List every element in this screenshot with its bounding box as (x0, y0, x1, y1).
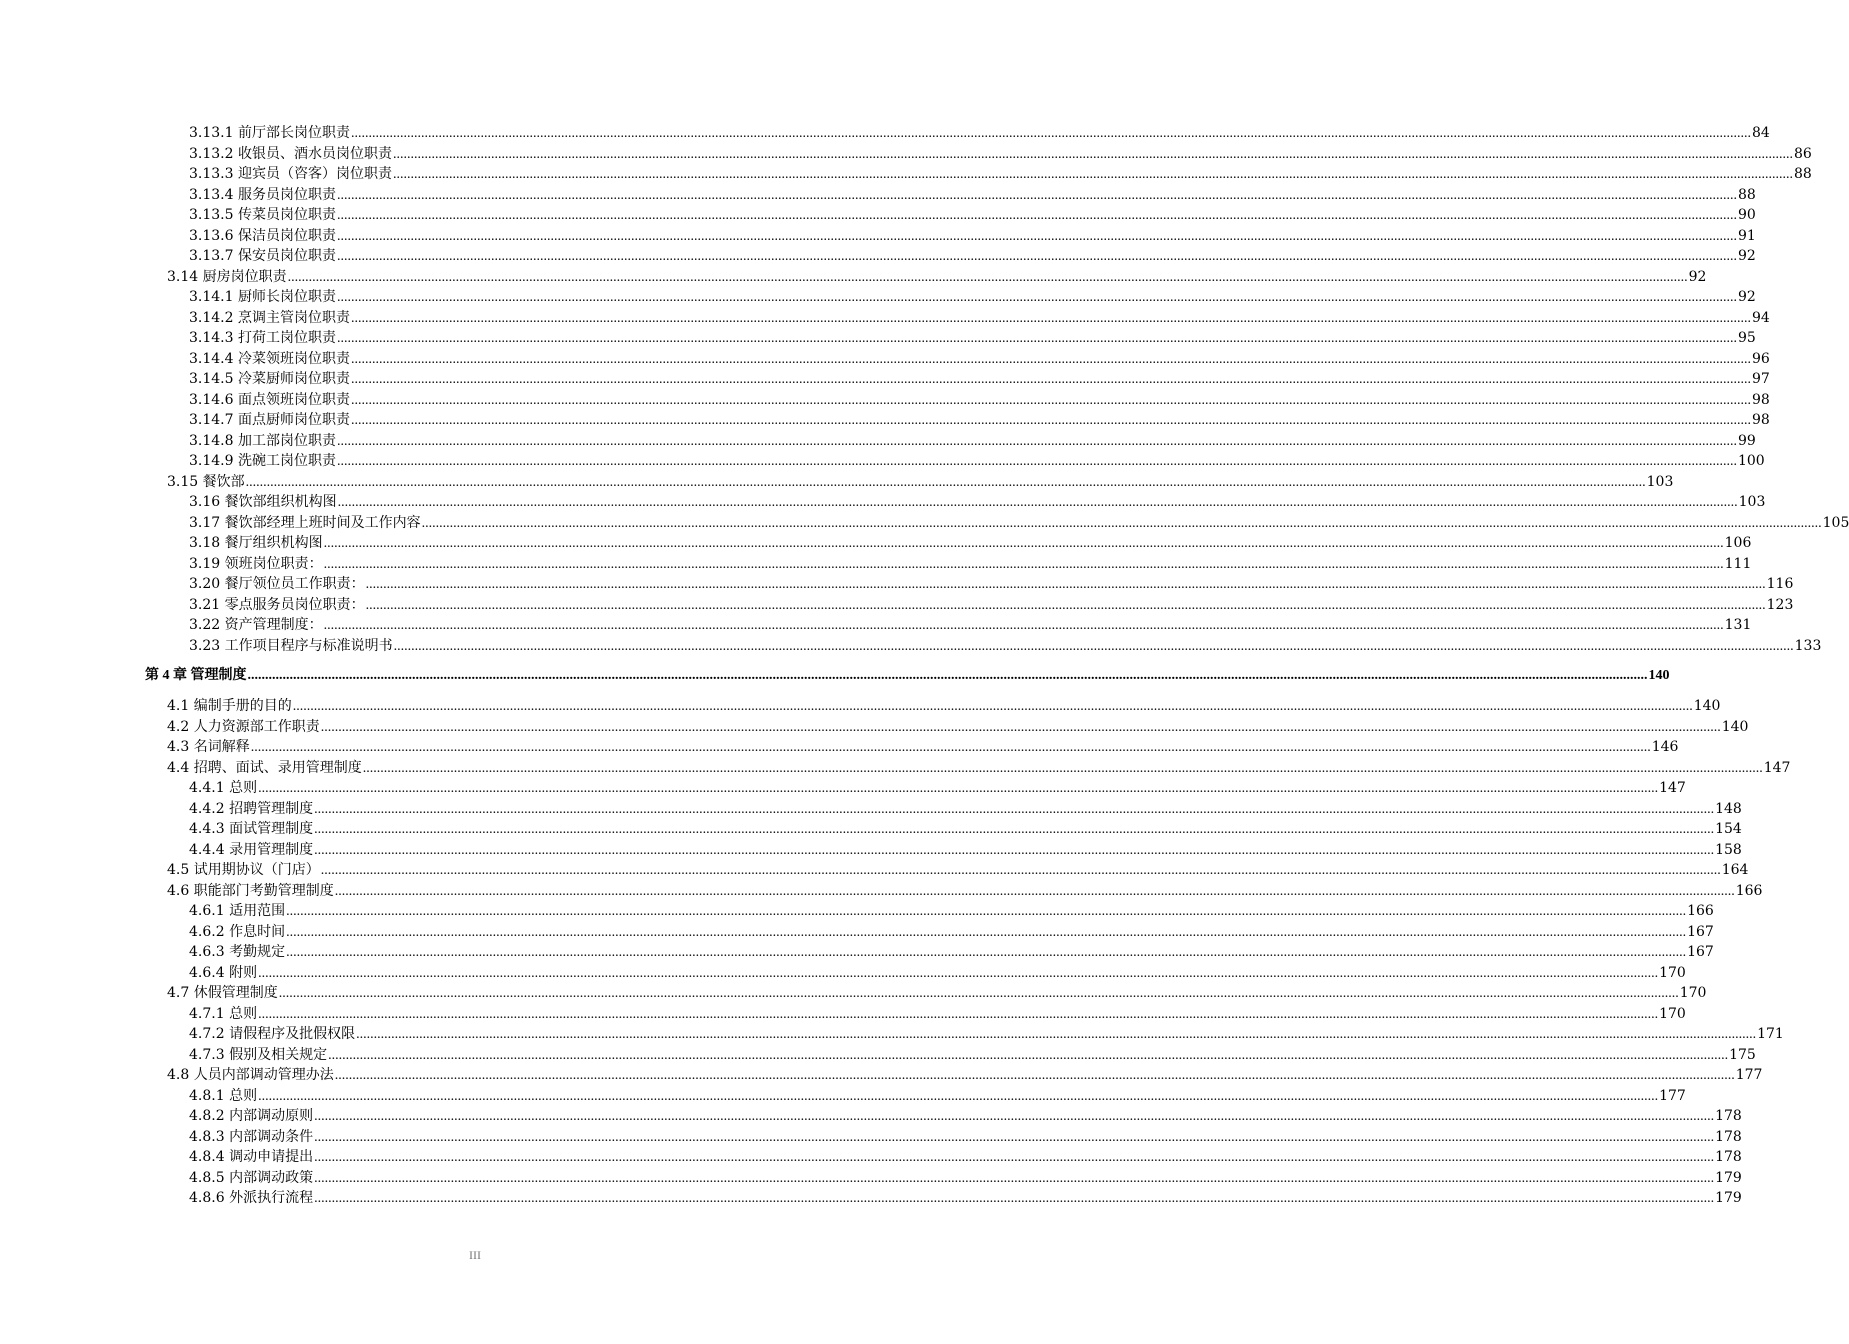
toc-leader-dots: ................................................................................................................................................................................................................................................................................................................................................................................................................ (286, 904, 1687, 919)
toc-entry[interactable] (189, 1188, 1742, 1209)
toc-entry-label: 4.8.3 内部调动条件 (189, 1128, 314, 1145)
toc-entry-label: 3.14.9 洗碗工岗位职责 (189, 453, 336, 469)
toc-leader-dots: ................................................................................................................................................................................................................................................................................................................................................................................................................ (392, 167, 1793, 182)
toc-entry-page: 177 (1659, 1087, 1686, 1104)
toc-entry-label: 3.14 厨房岗位职责 (167, 268, 287, 285)
toc-leader-dots: ................................................................................................................................................................................................................................................................................................................................................................................................................ (314, 1170, 1715, 1186)
toc-entry-page: 164 (1721, 862, 1749, 878)
toc-entry[interactable] (189, 205, 1756, 226)
toc-entry-label: 4.4.3 面试管理制度 (189, 821, 314, 837)
toc-entry[interactable] (189, 942, 1714, 963)
toc-entry-label: 3.13.1 前厅部长岗位职责 (189, 125, 350, 141)
toc-entry-page: 171 (1757, 1026, 1784, 1042)
toc-entry-page: 146 (1651, 739, 1679, 755)
toc-entry-page: 92 (1737, 289, 1756, 305)
toc-entry-page: 148 (1715, 800, 1742, 817)
toc-entry-label: 4.8 人员内部调动管理办法 (167, 1067, 334, 1083)
toc-entry-page: 166 (1735, 882, 1763, 899)
toc-leader-dots: ................................................................................................................................................................................................................................................................................................................................................................................................................ (250, 740, 1651, 755)
toc-entry[interactable] (189, 574, 1794, 595)
toc-entry[interactable] (167, 717, 1749, 738)
toc-entry-label: 4.8.6 外派执行流程 (189, 1190, 314, 1206)
toc-entry-page: 178 (1715, 1128, 1742, 1145)
toc-entry-label: 3.18 餐厅组织机构图 (189, 535, 323, 551)
toc-entry-page: 88 (1793, 166, 1812, 182)
toc-entry[interactable] (189, 1147, 1742, 1168)
toc-entry-page: 98 (1751, 412, 1770, 428)
toc-leader-dots: ................................................................................................................................................................................................................................................................................................................................................................................................................ (350, 351, 1751, 367)
toc-leader-dots: ................................................................................................................................................................................................................................................................................................................................................................................................................ (362, 760, 1763, 776)
toc-leader-dots: ................................................................................................................................................................................................................................................................................................................................................................................................................ (320, 719, 1721, 735)
toc-entry-label: 3.16 餐饮部组织机构图 (189, 494, 337, 510)
toc-entry[interactable] (189, 185, 1756, 206)
toc-entry-page: 103 (1738, 494, 1766, 510)
toc-entry-page: 111 (1724, 555, 1752, 572)
toc-leader-dots: ................................................................................................................................................................................................................................................................................................................................................................................................................ (314, 1191, 1715, 1206)
toc-leader-dots: ................................................................................................................................................................................................................................................................................................................................................................................................................ (334, 883, 1735, 899)
toc-entry-label: 3.13.3 迎宾员（咨客）岗位职责 (189, 166, 392, 182)
toc-entry-label: 3.14.8 加工部岗位职责 (189, 432, 336, 449)
toc-entry-label: 4.5 试用期协议（门店） (167, 862, 320, 878)
toc-entry-label: 3.20 餐厅领位员工作职责： (189, 576, 365, 592)
toc-entry[interactable] (189, 369, 1770, 390)
toc-leader-dots: ................................................................................................................................................................................................................................................................................................................................................................................................................ (336, 433, 1737, 449)
toc-leader-dots: ................................................................................................................................................................................................................................................................................................................................................................................................................ (314, 1150, 1715, 1165)
toc-leader-dots: ................................................................................................................................................................................................................................................................................................................................................................................................................ (336, 331, 1737, 346)
toc-entry-page: 86 (1793, 145, 1812, 162)
toc-leader-dots: ................................................................................................................................................................................................................................................................................................................................................................................................................ (336, 208, 1737, 223)
toc-entry-page: 167 (1687, 944, 1714, 960)
toc-entry-label: 3.22 资产管理制度： (189, 617, 323, 633)
toc-entry[interactable] (189, 308, 1770, 329)
toc-entry[interactable] (189, 328, 1756, 349)
toc-entry[interactable] (167, 1065, 1763, 1086)
toc-entry[interactable] (189, 1168, 1742, 1189)
toc-entry-label: 3.13.7 保安员岗位职责 (189, 248, 336, 264)
toc-entry-label: 4.8.5 内部调动政策 (189, 1169, 314, 1186)
toc-leader-dots: ................................................................................................................................................................................................................................................................................................................................................................................................................ (350, 392, 1751, 408)
toc-entry-label: 4.8.1 总则 (189, 1087, 258, 1104)
toc-entry-page: 140 (1693, 698, 1721, 714)
toc-entry-label: 4.3 名词解释 (167, 739, 250, 755)
toc-leader-dots: ................................................................................................................................................................................................................................................................................................................................................................................................................ (336, 187, 1737, 203)
toc-entry[interactable] (167, 860, 1749, 881)
toc-leader-dots: ................................................................................................................................................................................................................................................................................................................................................................................................................ (314, 822, 1715, 837)
toc-entry-label: 3.13.6 保洁员岗位职责 (189, 227, 336, 244)
toc-entry-page: 92 (1737, 248, 1756, 264)
toc-entry-label: 3.13.4 服务员岗位职责 (189, 186, 336, 203)
toc-entry-page: 95 (1737, 330, 1756, 346)
toc-leader-dots: ................................................................................................................................................................................................................................................................................................................................................................................................................ (258, 781, 1659, 796)
toc-entry-page: 179 (1715, 1169, 1742, 1186)
toc-entry[interactable] (189, 1024, 1784, 1045)
toc-entry-label: 3.14.6 面点领班岗位职责 (189, 391, 350, 408)
toc-entry[interactable] (189, 410, 1770, 431)
toc-entry[interactable] (189, 963, 1686, 984)
toc-entry-label: 3.23 工作项目程序与标准说明书 (189, 637, 393, 654)
toc-leader-dots: ................................................................................................................................................................................................................................................................................................................................................................................................................ (421, 515, 1822, 531)
toc-entry-label: 3.14.1 厨师长岗位职责 (189, 289, 336, 305)
toc-leader-dots: ................................................................................................................................................................................................................................................................................................................................................................................................................ (350, 372, 1751, 387)
toc-entry-page: 91 (1737, 227, 1756, 244)
toc-entry[interactable] (189, 922, 1714, 943)
toc-entry-label: 4.1 编制手册的目的 (167, 698, 292, 714)
toc-leader-dots: ................................................................................................................................................................................................................................................................................................................................................................................................................ (336, 454, 1737, 469)
toc-leader-dots: ................................................................................................................................................................................................................................................................................................................................................................................................................ (336, 290, 1737, 305)
toc-entry[interactable] (189, 451, 1765, 472)
toc-entry[interactable] (189, 246, 1756, 267)
toc-entry-label: 4.6.4 附则 (189, 964, 258, 981)
toc-leader-dots: ................................................................................................................................................................................................................................................................................................................................................................................................................ (247, 668, 1648, 683)
toc-leader-dots: ................................................................................................................................................................................................................................................................................................................................................................................................................ (334, 1068, 1735, 1083)
toc-entry-page: 96 (1751, 350, 1770, 367)
toc-entry-page: 98 (1751, 391, 1770, 408)
toc-entry[interactable] (189, 1127, 1742, 1148)
toc-entry[interactable] (189, 615, 1752, 636)
toc-leader-dots: ................................................................................................................................................................................................................................................................................................................................................................................................................ (286, 924, 1687, 940)
toc-entry-page: 106 (1724, 535, 1752, 551)
toc-entry-label: 4.6.3 考勤规定 (189, 944, 286, 960)
toc-entry[interactable] (167, 696, 1721, 717)
toc-entry[interactable] (167, 758, 1791, 779)
toc-leader-dots: ................................................................................................................................................................................................................................................................................................................................................................................................................ (245, 474, 1646, 490)
toc-entry-page: 131 (1724, 617, 1752, 633)
toc-entry-label: 4.7 休假管理制度 (167, 985, 278, 1001)
toc-entry-page: 177 (1735, 1067, 1763, 1083)
toc-entry-page: 99 (1737, 432, 1756, 449)
toc-entry[interactable] (167, 881, 1763, 902)
toc-leader-dots: ................................................................................................................................................................................................................................................................................................................................................................................................................ (314, 842, 1715, 858)
toc-entry-page: 100 (1737, 453, 1765, 469)
toc-entry[interactable] (189, 513, 1849, 534)
toc-entry[interactable] (189, 1106, 1742, 1127)
toc-entry-label: 4.4.4 录用管理制度 (189, 841, 314, 858)
toc-leader-dots: ................................................................................................................................................................................................................................................................................................................................................................................................................ (336, 228, 1737, 244)
toc-leader-dots: ................................................................................................................................................................................................................................................................................................................................................................................................................ (356, 1027, 1757, 1042)
toc-entry[interactable] (189, 287, 1756, 308)
toc-entry[interactable] (189, 1004, 1686, 1025)
toc-entry-page: 90 (1737, 207, 1756, 223)
toc-entry-label: 4.7.3 假别及相关规定 (189, 1046, 328, 1063)
toc-entry-page: 170 (1679, 985, 1707, 1001)
toc-entry-page: 147 (1763, 759, 1791, 776)
toc-entry[interactable] (189, 554, 1752, 575)
toc-entry-label: 3.14.7 面点厨师岗位职责 (189, 412, 350, 428)
toc-entry[interactable] (189, 390, 1770, 411)
toc-leader-dots: ................................................................................................................................................................................................................................................................................................................................................................................................................ (323, 618, 1724, 633)
toc-entry-page: 97 (1751, 371, 1770, 387)
toc-entry-page: 167 (1687, 923, 1714, 940)
toc-entry[interactable] (189, 636, 1822, 657)
toc-entry-page: 140 (1721, 718, 1749, 735)
toc-entry-label: 4.6.1 适用范围 (189, 903, 286, 919)
toc-entry[interactable] (189, 799, 1742, 820)
toc-entry-page: 154 (1715, 821, 1742, 837)
toc-entry-page: 105 (1822, 514, 1849, 531)
toc-leader-dots: ................................................................................................................................................................................................................................................................................................................................................................................................................ (314, 801, 1715, 817)
toc-entry-label: 4.8.4 调动申请提出 (189, 1149, 314, 1165)
toc-entry[interactable] (189, 492, 1766, 513)
toc-leader-dots: ................................................................................................................................................................................................................................................................................................................................................................................................................ (328, 1047, 1729, 1063)
toc-entry-page: 140 (1648, 668, 1670, 683)
toc-leader-dots: ................................................................................................................................................................................................................................................................................................................................................................................................................ (323, 556, 1724, 572)
toc-leader-dots: ................................................................................................................................................................................................................................................................................................................................................................................................................ (350, 413, 1751, 428)
toc-entry-page: 178 (1715, 1149, 1742, 1165)
toc-entry[interactable] (189, 123, 1770, 144)
toc-entry[interactable] (189, 840, 1742, 861)
toc-entry-label: 4.4.2 招聘管理制度 (189, 800, 314, 817)
toc-leader-dots: ................................................................................................................................................................................................................................................................................................................................................................................................................ (258, 965, 1659, 981)
toc-entry[interactable] (189, 226, 1756, 247)
toc-leader-dots: ................................................................................................................................................................................................................................................................................................................................................................................................................ (365, 597, 1766, 613)
toc-entry[interactable] (167, 737, 1679, 758)
toc-leader-dots: ................................................................................................................................................................................................................................................................................................................................................................................................................ (323, 536, 1724, 551)
toc-entry-label: 4.8.2 内部调动原则 (189, 1108, 314, 1124)
toc-entry-page: 133 (1794, 637, 1822, 654)
toc-entry-label: 3.17 餐饮部经理上班时间及工作内容 (189, 514, 421, 531)
toc-entry[interactable] (189, 164, 1812, 185)
toc-entry[interactable] (189, 349, 1770, 370)
toc-entry[interactable] (189, 819, 1742, 840)
toc-leader-dots: ................................................................................................................................................................................................................................................................................................................................................................................................................ (287, 269, 1688, 285)
toc-entry-page: 88 (1737, 186, 1756, 203)
toc-entry-label: 3.14.2 烹调主管岗位职责 (189, 309, 350, 326)
toc-entry[interactable] (189, 901, 1714, 922)
toc-entry-label: 3.13.5 传菜员岗位职责 (189, 207, 336, 223)
toc-entry-label: 4.6.2 作息时间 (189, 923, 286, 940)
toc-entry[interactable] (167, 267, 1707, 288)
toc-entry-label: 4.6 职能部门考勤管理制度 (167, 882, 334, 899)
toc-entry-label: 4.4 招聘、面试、录用管理制度 (167, 759, 362, 776)
toc-entry-page: 175 (1729, 1046, 1756, 1063)
toc-entry-page: 179 (1715, 1190, 1742, 1206)
toc-entry-label: 3.15 餐饮部 (167, 473, 245, 490)
toc-entry-page: 170 (1659, 1005, 1686, 1022)
toc-entry-label: 4.2 人力资源部工作职责 (167, 718, 320, 735)
toc-leader-dots: ................................................................................................................................................................................................................................................................................................................................................................................................................ (350, 126, 1751, 141)
toc-leader-dots: ................................................................................................................................................................................................................................................................................................................................................................................................................ (337, 495, 1738, 510)
toc-leader-dots: ................................................................................................................................................................................................................................................................................................................................................................................................................ (336, 249, 1737, 264)
toc-entry-page: 84 (1751, 125, 1770, 141)
toc-entry[interactable] (189, 431, 1756, 452)
toc-entry-label: 3.19 领班岗位职责： (189, 555, 323, 572)
toc-entry-page: 103 (1646, 473, 1674, 490)
toc-leader-dots: ................................................................................................................................................................................................................................................................................................................................................................................................................ (258, 1006, 1659, 1022)
toc-entry[interactable] (189, 144, 1812, 165)
toc-entry-label: 3.21 零点服务员岗位职责： (189, 596, 365, 613)
toc-leader-dots: ................................................................................................................................................................................................................................................................................................................................................................................................................ (278, 986, 1679, 1001)
toc-leader-dots: ................................................................................................................................................................................................................................................................................................................................................................................................................ (314, 1129, 1715, 1145)
toc-chapter-entry[interactable] (145, 666, 1670, 686)
toc-leader-dots: ................................................................................................................................................................................................................................................................................................................................................................................................................ (365, 577, 1766, 592)
toc-entry-page: 170 (1659, 964, 1686, 981)
toc-entry[interactable] (189, 533, 1752, 554)
toc-leader-dots: ................................................................................................................................................................................................................................................................................................................................................................................................................ (258, 1088, 1659, 1104)
toc-entry-page: 178 (1715, 1108, 1742, 1124)
toc-entry-label: 4.4.1 总则 (189, 780, 258, 796)
toc-entry[interactable] (189, 1045, 1756, 1066)
toc-leader-dots: ................................................................................................................................................................................................................................................................................................................................................................................................................ (314, 1109, 1715, 1124)
toc-leader-dots: ................................................................................................................................................................................................................................................................................................................................................................................................................ (292, 699, 1693, 714)
toc-entry-label: 3.14.5 冷菜厨师岗位职责 (189, 371, 350, 387)
toc-entry-label: 3.13.2 收银员、酒水员岗位职责 (189, 145, 392, 162)
toc-entry[interactable] (189, 1086, 1686, 1107)
toc-entry-page: 147 (1659, 780, 1686, 796)
toc-entry-page: 123 (1766, 596, 1794, 613)
toc-leader-dots: ................................................................................................................................................................................................................................................................................................................................................................................................................ (320, 863, 1721, 878)
toc-entry-label: 第 4 章 管理制度 (145, 668, 247, 683)
toc-entry[interactable] (189, 595, 1794, 616)
toc-entry-page: 116 (1766, 576, 1794, 592)
toc-leader-dots: ................................................................................................................................................................................................................................................................................................................................................................................................................ (393, 638, 1794, 654)
toc-leader-dots: ................................................................................................................................................................................................................................................................................................................................................................................................................ (392, 146, 1793, 162)
toc-leader-dots: ................................................................................................................................................................................................................................................................................................................................................................................................................ (286, 945, 1687, 960)
toc-entry-page: 166 (1687, 903, 1714, 919)
toc-entry-label: 3.14.3 打荷工岗位职责 (189, 330, 336, 346)
toc-entry-page: 158 (1715, 841, 1742, 858)
toc-entry[interactable] (189, 778, 1686, 799)
toc-entry[interactable] (167, 472, 1674, 493)
toc-entry-label: 4.7.2 请假程序及批假权限 (189, 1026, 356, 1042)
toc-entry-page: 94 (1751, 309, 1770, 326)
toc-entry[interactable] (167, 983, 1707, 1004)
toc-entry-label: 4.7.1 总则 (189, 1005, 258, 1022)
toc-entry-label: 3.14.4 冷菜领班岗位职责 (189, 350, 350, 367)
page-number: III (469, 1248, 481, 1262)
toc-leader-dots: ................................................................................................................................................................................................................................................................................................................................................................................................................ (350, 310, 1751, 326)
toc-entry-page: 92 (1688, 268, 1707, 285)
